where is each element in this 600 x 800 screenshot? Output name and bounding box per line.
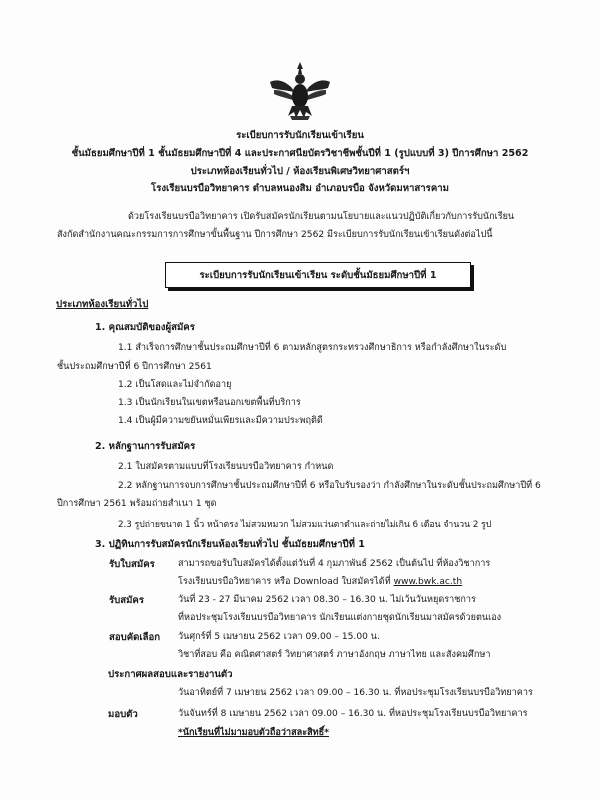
qualification-item-1-cont: ชั้นประถมศึกษาปีที่ 6 ปีการศึกษา 2561	[57, 362, 212, 372]
title-line-4: โรงเรียนบรบือวิทยาคาร ตำบลหนองสิม อำเภอบรบือ จังหวัดมหาสารคาม	[151, 183, 449, 194]
intro-line-1: ด้วยโรงเรียนบรบือวิทยาคาร เปิดรับสมัครนักเรียนตามนโยบายและแนวปฏิบัติเกี่ยวกับการรับนักเรียน	[128, 212, 515, 222]
intro-line-2: สังกัดสำนักงานคณะกรรมการการศึกษาขั้นพื้นฐาน ปีการศึกษา 2562 มีระเบียบการรับนักเรียนเข้าเรียนดังต่อไปนี้	[57, 230, 493, 240]
application-label: รับสมัคร	[109, 595, 144, 606]
title-line-3: ประเภทห้องเรียนทั่วไป / ห้องเรียนพิเศษวิทยาศาสตร์ฯ	[190, 166, 410, 177]
documents-heading: 2. หลักฐานการรับสมัคร	[95, 441, 196, 452]
school-website-link[interactable]: www.bwk.ac.th	[393, 577, 463, 587]
report-line-1: วันจันทร์ที่ 8 เมษายน 2562 เวลา 09.00 – 16.30 น. ที่หอประชุมโรงเรียนบรบือวิทยาคาร	[178, 709, 528, 719]
boxed-section-title: ระเบียบการรับนักเรียนเข้าเรียน ระดับชั้นมัธยมศึกษาปีที่ 1	[165, 262, 471, 288]
receive-form-line-1: สามารถขอรับใบสมัครได้ตั้งแต่วันที่ 4 กุมภาพันธ์ 2562 เป็นต้นไป ที่ห้องวิชาการ	[178, 559, 491, 569]
forfeit-warning: *นักเรียนที่ไม่มามอบตัวถือว่าสละสิทธิ์*	[178, 728, 329, 738]
qualification-item-4: 1.4 เป็นผู้มีความขยันหมั่นเพียรและมีความประพฤติดี	[118, 416, 323, 426]
qualification-item-3: 1.3 เป็นนักเรียนในเขตหรือนอกเขตพื้นที่บริการ	[118, 398, 301, 408]
announcement-line-1: วันอาทิตย์ที่ 7 เมษายน 2562 เวลา 09.00 – 16.30 น. ที่หอประชุมโรงเรียนบรบือวิทยาคาร	[178, 688, 533, 698]
document-item-3: 2.3 รูปถ่ายขนาด 1 นิ้ว หน้าตรง ไม่สวมหมวก ไม่สวมแว่นตาดำและถ่ายไม่เกิน 6 เดือน จำนวน 2 รูป	[118, 520, 492, 530]
announcement-label: ประกาศผลสอบและรายงานตัว	[108, 669, 233, 680]
title-line-2: ชั้นมัธยมศึกษาปีที่ 1 ชั้นมัธยมศึกษาปีที่ 4 และประกาศนียบัตรวิชาชีพชั้นปีที่ 1 (รูปแบบที่ 3) ปีการศึกษา 2562	[71, 148, 529, 159]
application-line-2: ที่หอประชุมโรงเรียนบรบือวิทยาคาร นักเรียนแต่งกายชุดนักเรียนมาสมัครด้วยตนเอง	[178, 613, 502, 623]
exam-label: สอบคัดเลือก	[109, 632, 161, 643]
exam-line-2: วิชาที่สอบ คือ คณิตศาสตร์ วิทยาศาสตร์ ภาษาอังกฤษ ภาษาไทย และสังคมศึกษา	[178, 650, 491, 660]
garuda-emblem-icon	[268, 60, 332, 122]
qualifications-heading: 1. คุณสมบัติของผู้สมัคร	[95, 322, 195, 333]
document-item-1: 2.1 ใบสมัครตามแบบที่โรงเรียนบรบือวิทยาคาร กำหนด	[118, 462, 334, 472]
title-line-1: ระเบียบการรับนักเรียนเข้าเรียน	[236, 130, 364, 141]
application-line-1: วันที่ 23 - 27 มีนาคม 2562 เวลา 08.30 – 16.30 น. ไม่เว้นวันหยุดราชการ	[178, 595, 476, 605]
receive-form-text: โรงเรียนบรบือวิทยาคาร หรือ Download ใบสมัครได้ที่	[178, 577, 391, 587]
receive-form-line-2	[178, 575, 462, 589]
qualification-item-2: 1.2 เป็นโสดและไม่จำกัดอายุ	[118, 380, 232, 390]
document-item-2: 2.2 หลักฐานการจบการศึกษาชั้นประถมศึกษาปีที่ 6 หรือใบรับรองว่า กำลังศึกษาในระดับชั้นประถมศึกษาปีที่ 6	[118, 481, 541, 491]
classroom-type-heading: ประเภทห้องเรียนทั่วไป	[56, 299, 149, 310]
report-label: มอบตัว	[108, 709, 138, 720]
qualification-item-1: 1.1 สำเร็จการศึกษาชั้นประถมศึกษาปีที่ 6 ตามหลักสูตรกระทรวงศึกษาธิการ หรือกำลังศึกษาในระดับ	[118, 343, 507, 353]
document-item-2-cont: ปีการศึกษา 2561 พร้อมถ่ายสำเนา 1 ชุด	[57, 499, 217, 509]
receive-form-label: รับใบสมัคร	[109, 559, 155, 570]
calendar-heading: 3. ปฏิทินการรับสมัครนักเรียนห้องเรียนทั่วไป ชั้นมัธยมศึกษาปีที่ 1	[95, 539, 365, 550]
exam-line-1: วันศุกร์ที่ 5 เมษายน 2562 เวลา 09.00 – 15.00 น.	[178, 632, 380, 642]
